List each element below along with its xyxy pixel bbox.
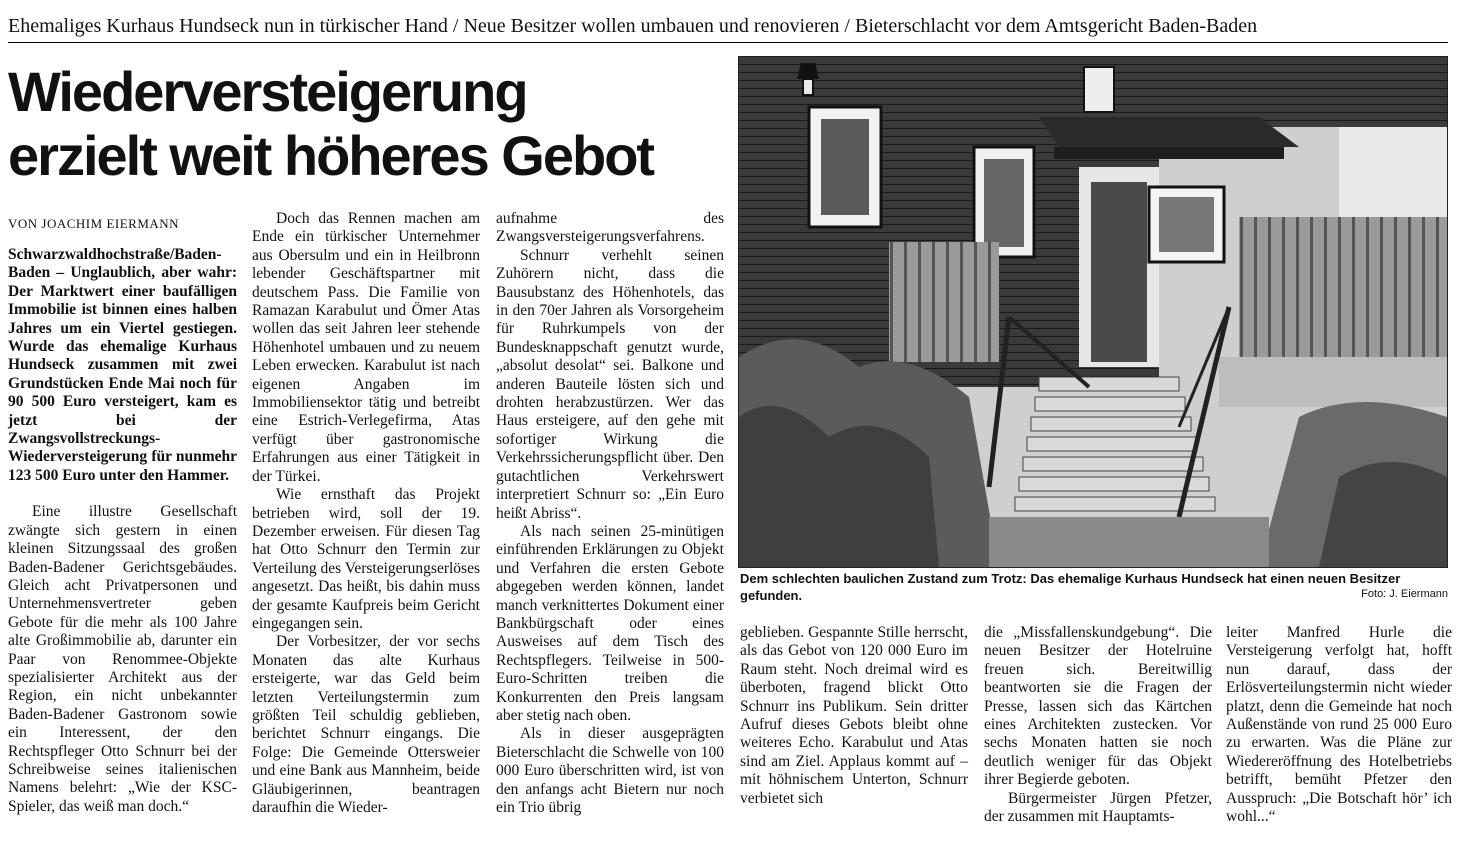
- article-photo: [738, 56, 1448, 568]
- byline: VON JOACHIM EIERMANN: [8, 216, 180, 231]
- photo-credit: Foto: J. Eiermann: [1361, 588, 1448, 600]
- paragraph: Doch das Rennen machen am Ende ein türkischer Unternehmer aus Obersulm und ein in Heilbronn lebender Geschäftspartner mit deutschem Pass. Die Familie von Ramazan Karabulut und Ömer Atas wollen das seit Jahren leer stehende Höhenhotel umbauen und zu neuem Leben erwecken. Karabulut ist nach eigenen Angaben im Immobiliensektor tätig und betreibt eine Estrich-Verlegefirma, Atas verfügt über gastronomische Erfahrungen aus einer Tätigkeit in der Türkei.: [252, 210, 480, 485]
- headline-line-2: erzielt weit höheres Gebot: [8, 124, 654, 187]
- headline: [8, 60, 708, 188]
- paragraph: Als nach seinen 25-minütigen einführenden Erklärungen zu Objekt und Verfahren die ersten Gebote abgegeben werden können, landet manch verknittertes Dokument einer Bankbürgschaft oder eines Ausweises auf dem Tisch des Rechtspflegers. Teilweise in 500-Euro-Schritten treiben die Konkurrenten den Preis langsam aber stetig nach oben.: [496, 522, 724, 724]
- paragraph: Schnurr verhehlt seinen Zuhörern nicht, dass die Bausubstanz des Höhenhotels, das in den 70er Jahren als Vorsorgeheim für Ruhrkumpels von der Bundesknappschaft genutzt wurde, „absolut desolat“ sei. Balkone und anderen Bauteile lösten sich und drohten herabzustürzen. Wer das Haus ersteigere, auf den gehe mit sofortiger Wirkung die Verkehrssicherungspflicht über. Den gutachtlichen Verkehrswert interpretiert Schnurr so: „Ein Euro heißt Abriss“.: [496, 246, 724, 522]
- kicker-rule: [8, 42, 1448, 43]
- headline-line-1: Wiederversteigerung: [8, 60, 527, 123]
- column-4: [740, 624, 968, 808]
- column-3: [496, 210, 724, 817]
- paragraph: Als in dieser ausgeprägten Bieterschlacht die Schwelle von 100 000 Euro überschritten wird, ist von den anfangs acht Bietern nur noch ein Trio übrig: [496, 725, 724, 816]
- house-photo-illustration: [739, 57, 1447, 567]
- kicker-line: Ehemaliges Kurhaus Hundseck nun in türkischer Hand / Neue Besitzer wollen umbauen und renovieren / Bieterschlacht vor dem Amtsgericht Baden-Baden: [8, 15, 1258, 37]
- column-2: [252, 210, 480, 817]
- paragraph: aufnahme des Zwangsversteigerungsverfahrens.: [496, 210, 724, 246]
- paragraph: die „Missfallenskundgebung“. Die neuen Besitzer der Hotelruine freuen sich. Bereitwillig beantworten sie die Fragen der Presse, lassen sich das Kärtchen eines Architekten zustecken. Vor sechs Monaten hatten sie noch deutlich weniger für das Objekt ihrer Begierde geboten.: [984, 624, 1212, 789]
- paragraph: Eine illustre Gesellschaft zwängte sich gestern in einen kleinen Sitzungssaal des großen Baden-Badener Gerichtsgebäudes. Gleich acht Privatpersonen und Unternehmensvertreter geben Gebote für die mehr als 100 Jahre alte Großimmobilie ab, darunter ein Paar von Renommee-Objekte spezialisierter Architekt aus der Region, ein nicht unbekannter Baden-Badener Gastronom sowie ein Interessent, der den Rechtspfleger Otto Schnurr bei der Schreibweise seines italienischen Namens belehrt: „Wie der KSC-Spieler, das weiß man doch.“: [8, 503, 237, 815]
- paragraph: geblieben. Gespannte Stille herrscht, als das Gebot von 120 000 Euro im Raum steht. Noch dreimal wird es überboten, fragend blickt Otto Schnurr ins Publikum. Sein dritter Aufruf dieses Gebots bleibt ohne weiteres Echo. Karabulut und Atas sind am Ziel. Applaus kommt auf – mit höhnischem Unterton, Schnurr verbietet sich: [740, 624, 968, 807]
- photo-caption: Dem schlechten baulichen Zustand zum Trotz: Das ehemalige Kurhaus Hundseck hat einen neuen Besitzer gefunden.: [740, 571, 1401, 603]
- paragraph: Wie ernsthaft das Projekt betrieben wird, soll der 19. Dezember erweisen. Für diesen Tag hat Otto Schnurr den Termin zur Verteilung des Versteigerungserlöses angesetzt. Das heißt, bis dahin muss der gesamte Kaufpreis beim Gericht eingegangen sein.: [252, 486, 480, 632]
- column-6: [1226, 624, 1452, 826]
- column-5: [984, 624, 1212, 826]
- column-1: [8, 246, 237, 816]
- paragraph: leiter Manfred Hurle die Versteigerung verfolgt hat, hofft nun darauf, dass der Erlösverteilungstermin nicht wieder platzt, denn die Gemeinde hat noch Außenstände von rund 25 000 Euro zu erwarten. Was die Pläne zur Wiedereröffnung des Hotelbetriebs betrifft, bemüht Pfetzer den Ausspruch: „Die Botschaft hör’ ich wohl...“: [1226, 624, 1452, 826]
- lead-paragraph: Schwarzwaldhochstraße/Baden-Baden – Unglaublich, aber wahr: Der Marktwert einer baufälligen Immobilie ist binnen eines halben Jahres um ein Viertel gestiegen. Wurde das ehemalige Kurhaus Hundseck zusammen mit zwei Grundstücken Ende Mai noch für 90 500 Euro versteigert, kam es jetzt bei der Zwangsvollstreckungs-Wiederversteigerung für nunmehr 123 500 Euro unter den Hammer.: [8, 246, 237, 484]
- paragraph: Der Vorbesitzer, der vor sechs Monaten das alte Kurhaus ersteigerte, war das Geld beim letzten Verteilungstermin zum größten Teil schuldig geblieben, berichtet Schnurr eingangs. Die Folge: Die Gemeinde Ottersweier und eine Bank aus Mannheim, beide Gläubigerinnen, beantragen daraufhin die Wieder-: [252, 633, 480, 816]
- paragraph: Bürgermeister Jürgen Pfetzer, der zusammen mit Hauptamts-: [984, 789, 1212, 826]
